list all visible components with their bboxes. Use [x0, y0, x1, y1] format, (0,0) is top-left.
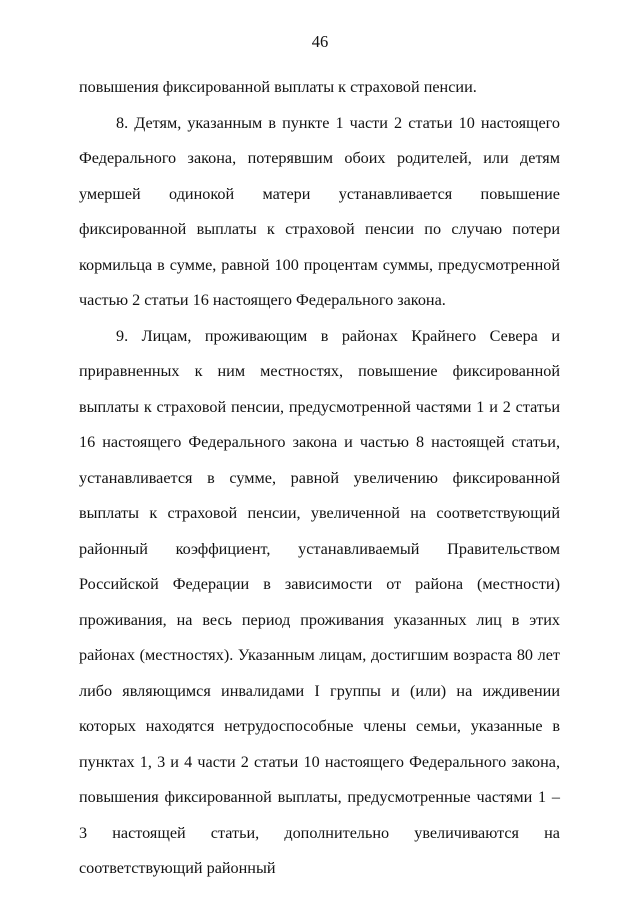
document-body [79, 70, 560, 887]
page-number: 46 [311, 32, 329, 51]
paragraph-item-8: 8. Детям, указанным в пункте 1 части 2 статьи 10 настоящего Федерального закона, потерявшим обоих родителей, или детям умершей одинокой матери устанавливается повышение фиксированной выплаты к страховой пенсии по случаю потери кормильца в сумме, равной 100 процентам суммы, предусмотренной частью 2 статьи 16 настоящего Федерального закона. [79, 113, 560, 309]
paragraph-item-9: 9. Лицам, проживающим в районах Крайнего Севера и приравненных к ним местностях, повышение фиксированной выплаты к страховой пенсии, предусмотренной частями 1 и 2 статьи 16 настоящего Федерального закона и частью 8 настоящей статьи, устанавливается в сумме, равной увеличению фиксированной выплаты к страховой пенсии, увеличенной на соответствующий районный коэффициент, устанавливаемый Правительством Российской Федерации в зависимости от района (местности) проживания, на весь период проживания указанных лиц в этих районах (местностях). Указанным лицам, достигшим возраста 80 лет либо являющимся инвалидами I группы и (или) на иждивении которых находятся нетрудоспособные члены семьи, указанные в пунктах 1, 3 и 4 части 2 статьи 10 настоящего Федерального закона, повышения фиксированной выплаты, предусмотренные частями 1 – 3 настоящей статьи, дополнительно увеличиваются на соответствующий районный [79, 326, 560, 877]
paragraph-continuation: повышения фиксированной выплаты к страховой пенсии. [79, 78, 477, 96]
